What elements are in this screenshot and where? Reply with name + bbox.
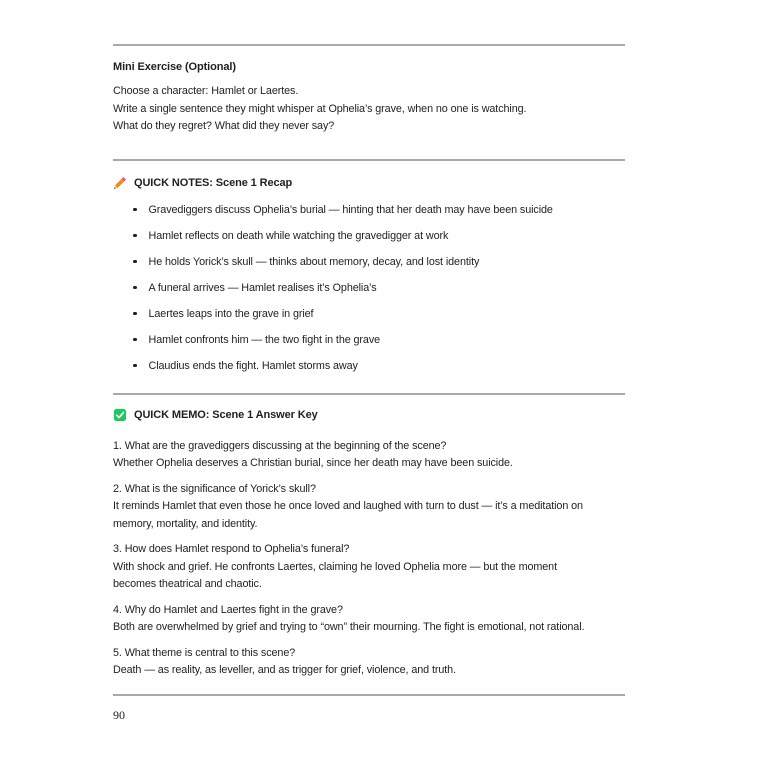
bullet-icon <box>133 286 137 290</box>
bullet-icon <box>133 338 137 342</box>
quick-notes-heading <box>113 176 625 190</box>
qa-item <box>113 645 625 680</box>
answer-text: Both are overwhelmed by grief and trying to “own” their mourning. The fight is emotional, not rational. <box>113 621 585 633</box>
question-text: 1. What are the gravediggers discussing at the beginning of the scene? <box>113 439 447 452</box>
list-item: Claudius ends the fight. Hamlet storms away <box>133 360 625 372</box>
answer-text: With shock and grief. He confronts Laertes, claiming he loved Ophelia more — but the moment <box>113 560 557 573</box>
list-item: Gravediggers discuss Ophelia’s burial — hinting that her death may have been suicide <box>133 204 625 216</box>
document-page <box>113 0 625 723</box>
bullet-icon <box>133 260 137 264</box>
bullet-icon <box>133 312 137 316</box>
bullet-icon <box>133 208 137 212</box>
quick-memo-heading <box>113 408 625 422</box>
question-text: 5. What theme is central to this scene? <box>113 646 296 659</box>
list-item: A funeral arrives — Hamlet realises it’s Ophelia’s <box>133 282 625 294</box>
divider <box>113 393 625 395</box>
answer-text: It reminds Hamlet that even those he once loved and laughed with turn to dust — it’s a meditation on <box>113 500 583 512</box>
check-icon <box>113 408 127 422</box>
qa-item <box>113 481 625 534</box>
quick-notes-list <box>113 204 625 372</box>
list-item: Hamlet confronts him — the two fight in the grave <box>133 334 625 346</box>
question-text: 3. How does Hamlet respond to Ophelia’s funeral? <box>113 543 350 555</box>
qa-item <box>113 438 625 473</box>
page-number: 90 <box>113 707 125 722</box>
bullet-icon <box>133 364 137 368</box>
quick-notes-title: QUICK NOTES: Scene 1 Recap <box>134 176 293 189</box>
list-item: Hamlet reflects on death while watching the gravedigger at work <box>133 230 625 242</box>
answer-key-list <box>113 438 625 680</box>
mini-exercise-line: What do they regret? What did they never say? <box>113 120 335 132</box>
answer-text: Whether Ophelia deserves a Christian burial, since her death may have been suicide. <box>113 457 513 469</box>
mini-exercise-title: Mini Exercise (Optional) <box>113 61 236 73</box>
answer-text: memory, mortality, and identity. <box>113 517 258 530</box>
divider <box>113 44 625 46</box>
question-text: 2. What is the significance of Yorick’s skull? <box>113 482 316 495</box>
divider <box>113 694 625 696</box>
question-text: 4. Why do Hamlet and Laertes fight in the grave? <box>113 603 343 616</box>
qa-item <box>113 541 625 594</box>
list-item: He holds Yorick’s skull — thinks about memory, decay, and lost identity <box>133 256 625 268</box>
mini-exercise-line: Write a single sentence they might whisper at Ophelia’s grave, when no one is watching. <box>113 102 527 115</box>
pencil-icon <box>113 176 127 190</box>
qa-item <box>113 602 625 637</box>
quick-memo-title: QUICK MEMO: Scene 1 Answer Key <box>134 408 318 421</box>
mini-exercise-body <box>113 83 625 136</box>
bullet-icon <box>133 234 137 238</box>
answer-text: Death — as reality, as leveller, and as trigger for grief, violence, and truth. <box>113 664 456 676</box>
answer-text: becomes theatrical and chaotic. <box>113 578 262 590</box>
mini-exercise-line: Choose a character: Hamlet or Laertes. <box>113 85 299 97</box>
divider <box>113 159 625 161</box>
list-item: Laertes leaps into the grave in grief <box>133 308 625 320</box>
